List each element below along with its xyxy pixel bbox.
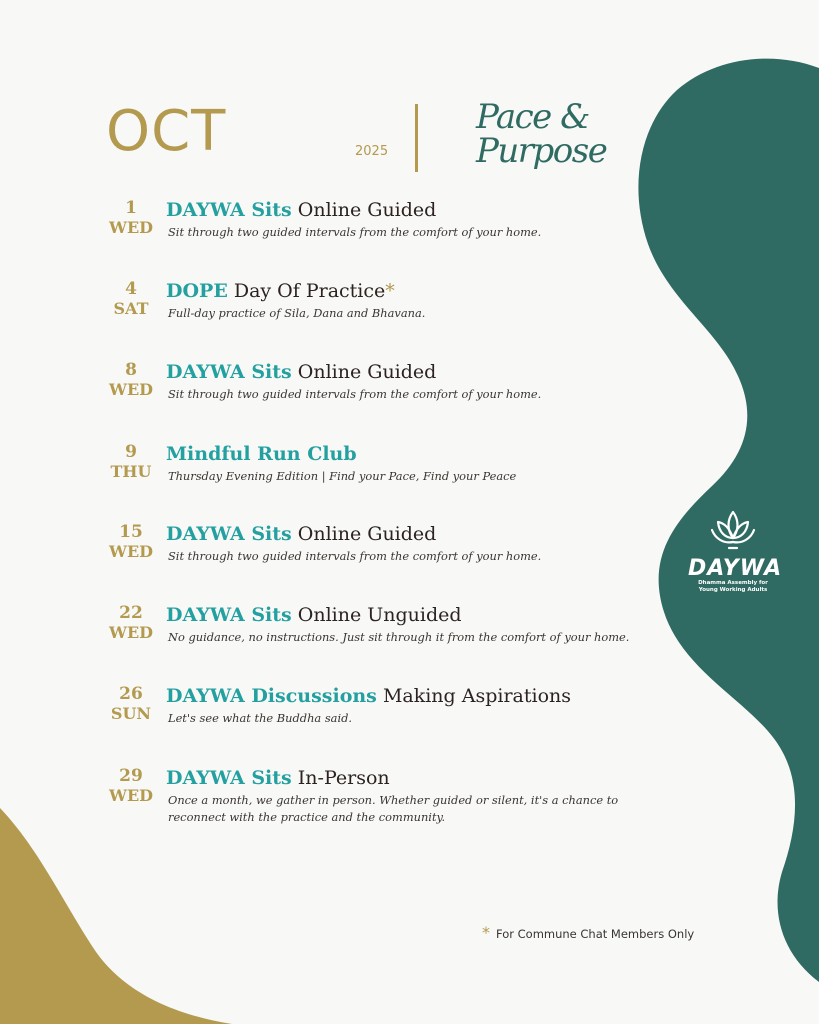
event-date [100, 198, 162, 238]
daywa-logo [688, 508, 783, 600]
logo-wordmark: DAYWA [688, 556, 783, 581]
event-date [100, 603, 162, 643]
event-day-number: 26 [119, 684, 143, 704]
header-divider [415, 104, 418, 172]
event-title [166, 360, 436, 384]
event-description: Sit through two guided intervals from the comfort of your home. [168, 225, 542, 239]
event-description: Thursday Evening Edition | Find your Pace, Find your Peace [168, 469, 517, 483]
event-highlight: DAYWA Discussions [166, 685, 377, 707]
event-title [166, 198, 436, 222]
year-label: 2025 [355, 144, 389, 159]
event-highlight: DAYWA Sits [166, 767, 292, 789]
month-label: OCT [106, 99, 227, 164]
event-title [166, 279, 395, 303]
lotus-icon [709, 508, 757, 552]
event-description: Sit through two guided intervals from the comfort of your home. [168, 387, 542, 401]
event-day-number: 29 [119, 766, 143, 786]
event-name: Day Of Practice [233, 280, 386, 302]
event-day-number: 1 [125, 198, 137, 218]
event-date [100, 360, 162, 400]
event-day-number: 15 [119, 522, 143, 542]
event-title [166, 684, 571, 708]
brand-line-1: Pace & [476, 97, 589, 137]
logo-tagline-2: Young Working Adults [698, 587, 768, 593]
event-day-number: 9 [125, 442, 137, 462]
event-title [166, 522, 436, 546]
event-name: Making Aspirations [382, 685, 572, 707]
event-description: Full-day practice of Sila, Dana and Bhavana. [168, 306, 426, 320]
event-weekday: WED [108, 623, 154, 642]
logo-tagline-1: Dhamma Assembly for [698, 580, 768, 586]
member-only-footnote [482, 923, 694, 942]
member-only-star: * [385, 280, 395, 302]
event-highlight: Mindful Run Club [166, 443, 357, 465]
event-description: Once a month, we gather in person. Whether guided or silent, it's a chance to reconnect with the practice and the community. [168, 793, 619, 824]
event-highlight: DAYWA Sits [166, 604, 292, 626]
event-weekday: WED [108, 380, 154, 399]
footnote-text: For Commune Chat Members Only [496, 927, 695, 941]
event-day-number: 8 [125, 360, 137, 380]
event-weekday: THU [110, 462, 152, 481]
gold-corner-shape [0, 808, 232, 1024]
event-description: Let's see what the Buddha said. [168, 711, 353, 725]
event-date [100, 442, 162, 482]
event-title [166, 766, 390, 790]
event-description: No guidance, no instructions. Just sit through it from the comfort of your home. [168, 630, 630, 644]
event-date [100, 684, 162, 724]
event-day-number: 22 [119, 603, 143, 623]
event-title [166, 603, 462, 627]
event-weekday: WED [108, 218, 154, 237]
event-weekday: WED [108, 542, 154, 561]
brand-line-2: Purpose [476, 131, 607, 171]
event-name: Online Guided [297, 523, 437, 545]
event-weekday: SAT [113, 299, 149, 318]
event-day-number: 4 [125, 279, 137, 299]
event-name: In-Person [297, 767, 390, 789]
event-highlight: DAYWA Sits [166, 361, 292, 383]
event-weekday: SUN [110, 704, 152, 723]
event-description: Sit through two guided intervals from the comfort of your home. [168, 549, 542, 563]
event-highlight: DAYWA Sits [166, 523, 292, 545]
event-name: Online Unguided [297, 604, 462, 626]
event-title [166, 442, 357, 466]
event-name: Online Guided [297, 361, 437, 383]
event-date [100, 522, 162, 562]
event-name: Online Guided [297, 199, 437, 221]
event-date [100, 766, 162, 806]
event-highlight: DAYWA Sits [166, 199, 292, 221]
pace-and-purpose-title [476, 97, 607, 171]
event-date [100, 279, 162, 319]
footnote-star: * [482, 923, 490, 942]
event-highlight: DOPE [166, 280, 228, 302]
event-weekday: WED [108, 786, 154, 805]
